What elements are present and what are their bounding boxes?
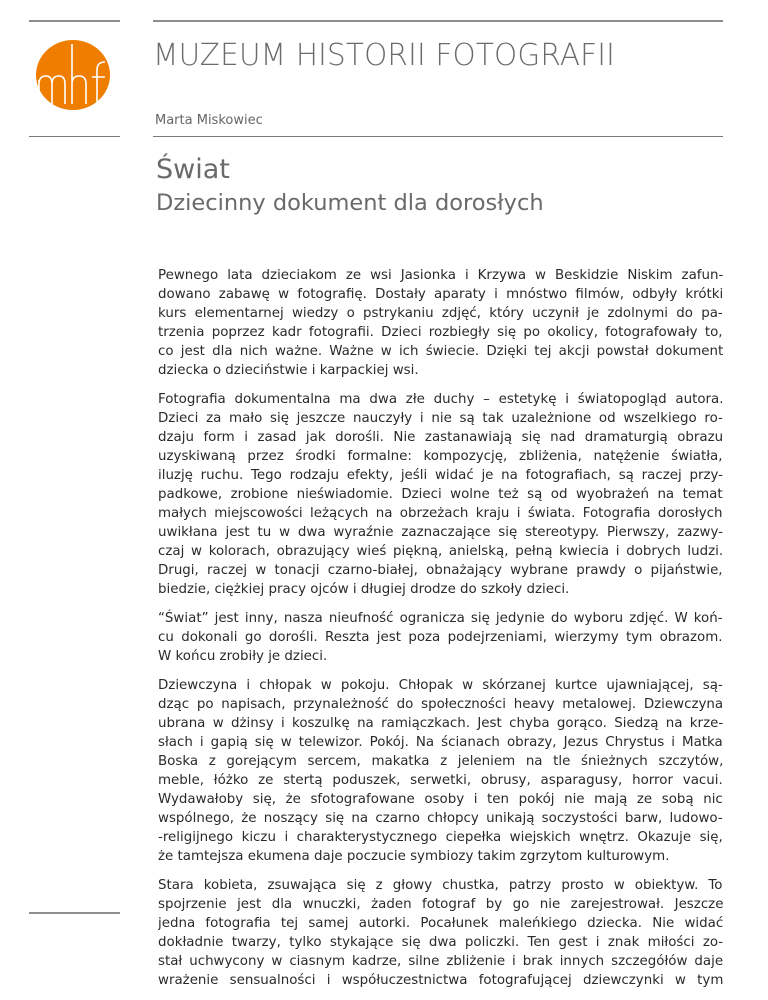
article-title: Świat: [156, 154, 230, 185]
text-line: Fotografia dokumentalna ma dwa złe duchy – estetykę i światopogląd autora.: [158, 392, 723, 407]
text-line: dzaju form i zasad jak dorośli. Nie zastanawiają się nad dramaturgią obrazu: [158, 430, 723, 445]
text-line: co jest dla nich ważne. Ważne w ich świecie. Dzięki tej akcji powstał dokument: [158, 344, 723, 359]
text-line: wspólnego, że noszący się na czarno chłopcy unikają soczystości barw, ludowo-: [158, 811, 723, 826]
text-line: czaj w kolorach, obrazujący wieś piękną, anielską, pełną kwiecia i dobrych ludzi.: [158, 544, 723, 559]
text-line: dokładnie twarzy, tylko stykające się dwa policzki. Ten gest i znak miłości zo-: [158, 935, 723, 950]
paragraph-5: [158, 876, 723, 990]
text-line: uwikłana jest tu w dwa wyraźnie zaznaczające się stereotypy. Pierwszy, zazwy-: [158, 525, 723, 540]
text-line: stał uchwycony w ciasnym kadrze, silne zbliżenie i brak innych szczegółów daje: [158, 954, 723, 969]
paragraph-4: [158, 676, 723, 866]
mhf-logo-icon: [35, 40, 111, 110]
text-line: dząc po napisach, przynależność do społeczności heavy metalowej. Dziewczyna: [158, 697, 723, 712]
paragraph-2: [158, 390, 723, 599]
text-line: że tamtejsza ekumena daje poczucie symbiozy takim zgrzytom kulturowym.: [158, 849, 670, 864]
text-line: cu dokonali go dorośli. Reszta jest poza podejrzeniami, wierzymy tym obrazom.: [158, 630, 723, 645]
text-line: kurs elementarnej wiedzy o pstrykaniu zdjęć, który uczynił je zdolnymi do pa-: [158, 306, 723, 321]
left-top-rule: [29, 20, 120, 22]
text-line: W końcu zrobiły je dzieci.: [158, 649, 328, 664]
text-line: Wydawałoby się, że sfotografowane osoby i ten pokój nie mają ze sobą nic: [158, 792, 723, 807]
text-line: trzenia poprzez kadr fotografii. Dzieci rozbiegły się po okolicy, fotografowały to,: [158, 325, 723, 340]
text-line: dziecka o dzieciństwie i karpackiej wsi.: [158, 363, 419, 378]
text-line: iluzję ruchu. Tego rodzaju efekty, jeśli widać je na fotografiach, są raczej przy-: [158, 468, 723, 483]
paragraph-3: [158, 609, 723, 666]
left-bottom-rule: [29, 912, 120, 914]
text-line: meble, łóżko ze stertą poduszek, serwetki, obrusy, asparagusy, horror vacui.: [158, 773, 723, 788]
text-line: spojrzenie jest dla wnuczki, żaden fotograf by go nie zarejestrował. Jeszcze: [158, 897, 723, 912]
article-subtitle: Dziecinny dokument dla dorosłych: [156, 190, 544, 216]
text-line: dowano zabawę w fotografię. Dostały aparaty i mnóstwo filmów, odbyły krótki: [158, 287, 723, 302]
text-line: -religijnego kiczu i charakterystycznego ciepełka wiejskich wnętrz. Okazuje się,: [158, 830, 723, 845]
paragraph-1: [158, 266, 723, 380]
text-line: padkowe, zrobione nieświadomie. Dzieci wolne też są od wyobrażeń na temat: [158, 487, 723, 502]
text-line: Pewnego lata dzieciakom ze wsi Jasionka i Krzywa w Beskidzie Niskim zafun-: [158, 268, 723, 283]
text-line: Drugi, raczej w tonacji czarno-białej, obnażający wybrane prawdy o pijaństwie,: [158, 563, 723, 578]
text-line: Boska z gorejącym sercem, makatka z jeleniem na tle śnieżnych szczytów,: [158, 754, 723, 769]
text-line: słach i gapią się w telewizor. Pokój. Na ścianach obrazy, Jezus Chrystus i Matka: [158, 735, 723, 750]
text-line: Stara kobieta, zsuwająca się z głowy chustka, patrzy prosto w obiektyw. To: [158, 878, 723, 893]
article-body: [158, 266, 723, 1000]
left-mid-rule: [29, 136, 120, 137]
text-line: biedzie, ciężkiej pracy ojców i długiej drodze do szkoły dzieci.: [158, 582, 570, 597]
header-bottom-rule: [153, 136, 723, 137]
text-line: jedna fotografia tej samej autorki. Pocałunek maleńkiego dziecka. Nie widać: [158, 916, 723, 931]
text-line: Dzieci za mało się jeszcze nauczyły i nie są tak uzależnione od wszelkiego ro-: [158, 411, 723, 426]
text-line: “Świat” jest inny, nasza nieufność ogranicza się jedynie do wyboru zdjęć. W koń-: [158, 611, 723, 626]
text-line: ubrana w dżinsy i koszulkę na ramiączkach. Jest chyba gorąco. Siedzą na krze-: [158, 716, 723, 731]
text-line: uzyskiwaną przez środki formalne: kompozycję, zbliżenia, natężenie światła,: [158, 449, 723, 464]
text-line: małych miejscowości leżących na obrzeżach kraju i świata. Fotografia dorosłych: [158, 506, 723, 521]
text-line: Dziewczyna i chłopak w pokoju. Chłopak w skórzanej kurtce ujawniającej, są-: [158, 678, 723, 693]
header-top-rule: [153, 20, 723, 22]
site-title: MUZEUM HISTORII FOTOGRAFII: [153, 38, 616, 73]
text-line: wrażenie sensualności i współuczestnictwa fotografującej dziewczynki w tym: [158, 973, 723, 988]
author-name: Marta Miskowiec: [155, 113, 263, 128]
